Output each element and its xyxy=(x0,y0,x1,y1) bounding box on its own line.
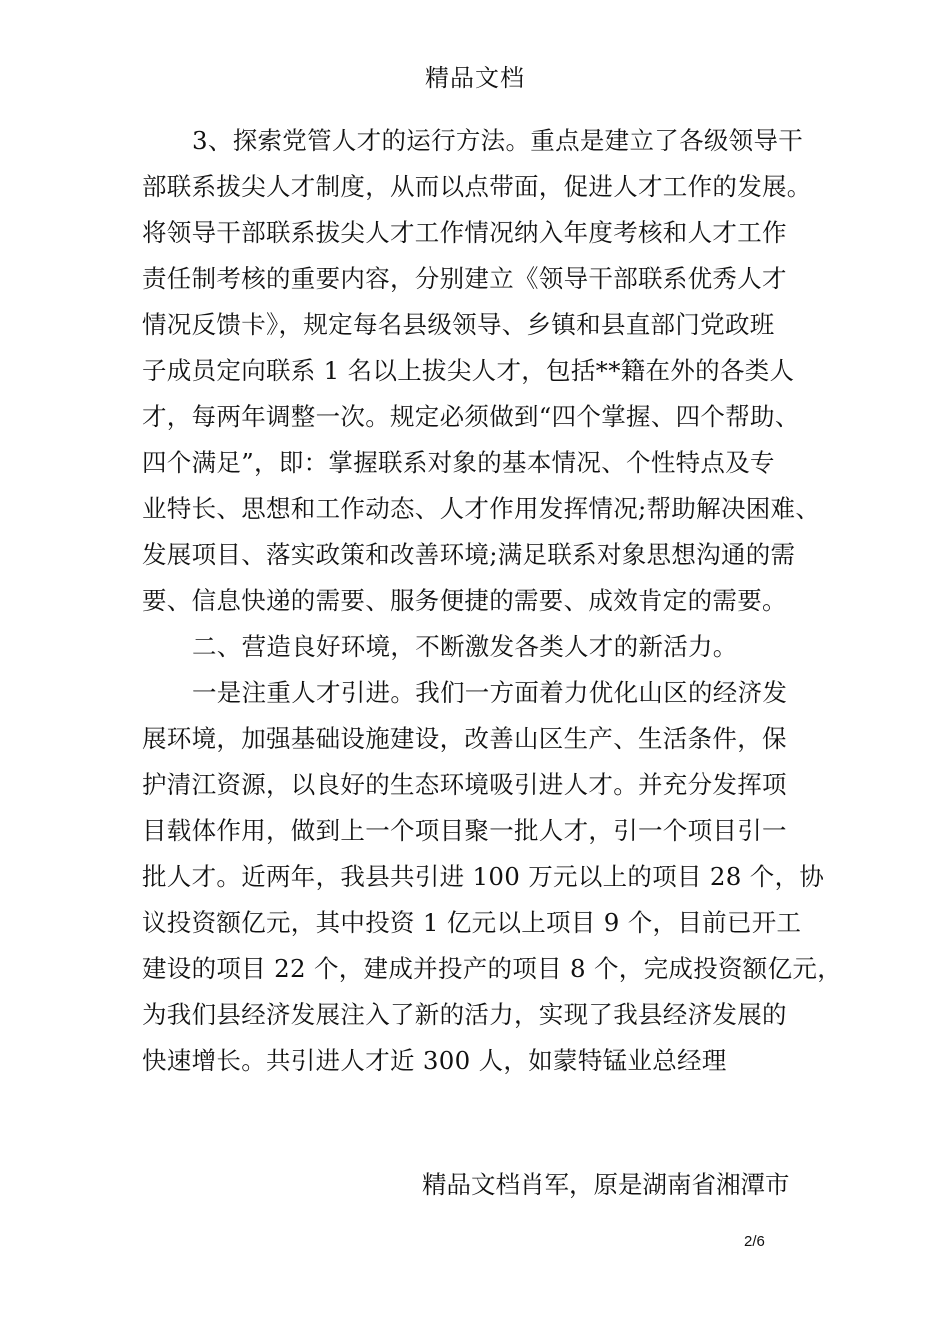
section-heading: 二、营造良好环境，不断激发各类人才的新活力。 xyxy=(192,632,738,661)
page-footer-continuation: 精品文档肖军，原是湖南省湘潭市 xyxy=(422,1170,790,1199)
paragraph-line: 展环境，加强基础设施建设，改善山区生产、生活条件，保 xyxy=(142,724,787,753)
paragraph-line: 要、信息快递的需要、服务便捷的需要、成效肯定的需要。 xyxy=(142,586,787,615)
document-body xyxy=(142,118,842,1084)
paragraph-line: 目载体作用，做到上一个项目聚一批人才，引一个项目引一 xyxy=(142,816,787,845)
paragraph-line: 业特长、思想和工作动态、人才作用发挥情况;帮助解决困难、 xyxy=(142,494,821,523)
paragraph-line: 议投资额亿元，其中投资 1 亿元以上项目 9 个，目前已开工 xyxy=(142,908,802,937)
paragraph-line: 子成员定向联系 1 名以上拔尖人才，包括**籍在外的各类人 xyxy=(142,356,795,385)
paragraph-line: 批人才。近两年，我县共引进 100 万元以上的项目 28 个，协 xyxy=(142,862,825,891)
paragraph-line: 发展项目、落实政策和改善环境;满足联系对象思想沟通的需 xyxy=(142,540,796,569)
paragraph-line: 建设的项目 22 个，建成并投产的项目 8 个，完成投资额亿元， xyxy=(142,954,843,983)
paragraph-line: 四个满足”，即：掌握联系对象的基本情况、个性特点及专 xyxy=(142,448,775,477)
paragraph-line: 部联系拔尖人才制度，从而以点带面，促进人才工作的发展。 xyxy=(142,172,812,201)
page-header-title: 精品文档 xyxy=(425,64,525,92)
paragraph-line: 责任制考核的重要内容，分别建立《领导干部联系优秀人才 xyxy=(142,264,787,293)
paragraph-line: 才，每两年调整一次。规定必须做到“四个掌握、四个帮助、 xyxy=(142,402,800,431)
paragraph-line: 情况反馈卡》，规定每名县级领导、乡镇和县直部门党政班 xyxy=(142,310,775,339)
paragraph-line: 护清江资源，以良好的生态环境吸引进人才。并充分发挥项 xyxy=(142,770,787,799)
paragraph-line: 一是注重人才引进。我们一方面着力优化山区的经济发 xyxy=(192,678,788,707)
paragraph-line: 为我们县经济发展注入了新的活力，实现了我县经济发展的 xyxy=(142,1000,787,1029)
paragraph-line: 将领导干部联系拔尖人才工作情况纳入年度考核和人才工作 xyxy=(142,218,787,247)
paragraph-line: 快速增长。共引进人才近 300 人，如蒙特锰业总经理 xyxy=(142,1046,727,1075)
paragraph-line: 3、探索党管人才的运行方法。重点是建立了各级领导干 xyxy=(192,126,804,155)
page-number: 2/6 xyxy=(744,1233,765,1250)
